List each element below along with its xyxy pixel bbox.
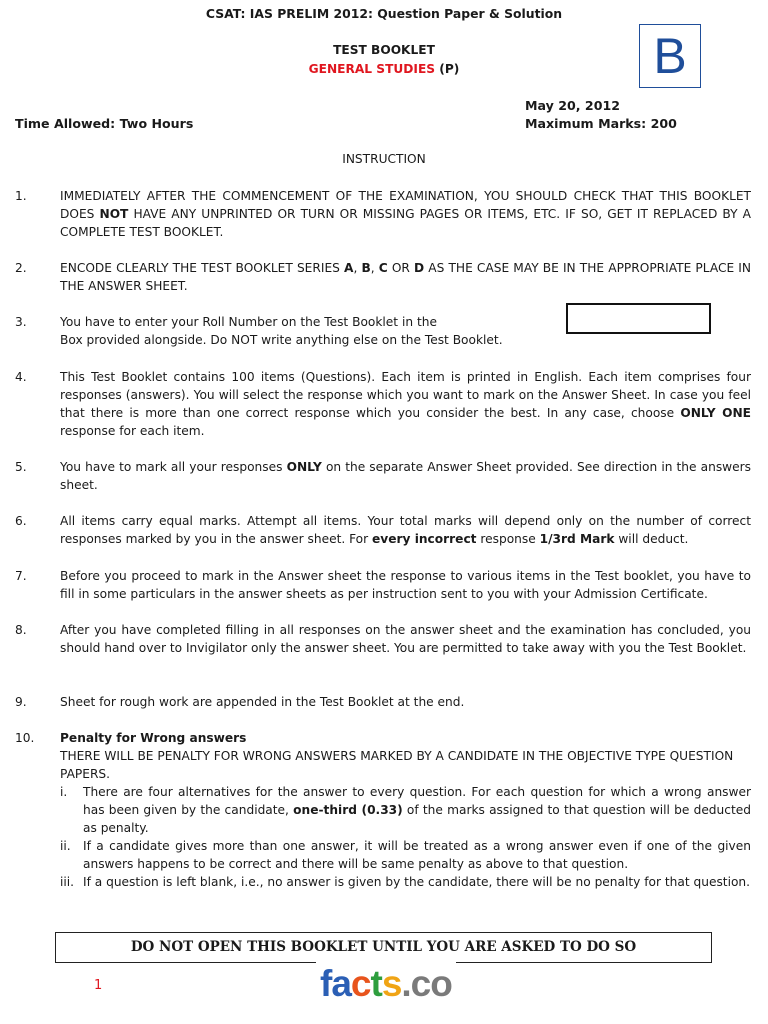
item-text: You have to mark all your responses ONLY on the separate Answer Sheet provided. See direction in the answers sheet. — [60, 460, 751, 492]
booklet-series-box: B — [639, 24, 701, 88]
item-number: 2. — [15, 261, 27, 275]
item-text: This Test Booklet contains 100 items (Questions). Each item is printed in English. Each item comprises four responses (answers). You will select the response which you want to mark on the Answer Sheet. In case you feel that there is more than one correct response which you consider the best. In any case, choose ONLY ONE response for each item. — [60, 370, 752, 438]
exam-date: May 20, 2012 — [525, 98, 620, 113]
item-number: 7. — [15, 569, 27, 583]
facts-co-logo: facts.co — [316, 960, 456, 1008]
instruction-heading: INSTRUCTION — [342, 152, 426, 166]
penalty-item-ii: ii. If a candidate gives more than one answer, it will be treated as a wrong answer even if one of the given answers happens to be correct and there will be same penalty as above to that question. — [60, 839, 751, 871]
penalty-list — [60, 783, 751, 891]
item-text: Sheet for rough work are appended in the Test Booklet at the end. — [60, 695, 465, 709]
penalty-heading: Penalty for Wrong answers — [60, 731, 247, 745]
roll-number-box[interactable] — [566, 303, 711, 334]
item-text: After you have completed filling in all responses on the answer sheet and the examination has concluded, you should hand over to Invigilator only the answer sheet. You are permitted to take away with you the Test Booklet. — [60, 623, 751, 655]
item-number: 9. — [15, 695, 27, 709]
item-text: IMMEDIATELY AFTER THE COMMENCEMENT OF THE EXAMINATION, YOU SHOULD CHECK THAT THIS BOOKLET DOES NOT HAVE ANY UNPRINTED OR TURN OR MISSING PAGES OR ITEMS, ETC. IF SO, GET IT REPLACED BY A COMPLETE TEST BOOKLET. — [60, 189, 751, 239]
booklet-title: TEST BOOKLET — [333, 43, 435, 57]
subject-name: GENERAL STUDIES — [308, 62, 436, 76]
item-number: 10. — [15, 731, 35, 745]
paper-code: (P) — [439, 62, 460, 76]
document-header-title: CSAT: IAS PRELIM 2012: Question Paper & Solution — [205, 6, 563, 21]
item-text — [60, 729, 751, 783]
item-text: You have to enter your Roll Number on the Test Booklet in the Box provided alongside. Do NOT write anything else on the Test Booklet. — [60, 315, 503, 347]
penalty-item-iii: iii. If a question is left blank, i.e., no answer is given by the candidate, there will be no penalty for that question. — [60, 875, 751, 889]
do-not-open-notice: DO NOT OPEN THIS BOOKLET UNTIL YOU ARE ASKED TO DO SO — [55, 932, 712, 963]
item-number: 4. — [15, 370, 27, 384]
page-number: 1 — [94, 978, 103, 993]
item-text: All items carry equal marks. Attempt all items. Your total marks will depend only on the number of correct responses marked by you in the answer sheet. For every incorrect response 1/3rd Mark will deduct. — [60, 514, 751, 546]
item-number: 1. — [15, 189, 27, 203]
item-text: Before you proceed to mark in the Answer sheet the response to various items in the Test booklet, you have to fill in some particulars in the answer sheets as per instruction sent to you with your Admission Certificate. — [60, 569, 751, 601]
penalty-item-i: i. There are four alternatives for the answer to every question. For each question for which a wrong answer has been given by the candidate, one-third (0.33) of the marks assigned to that question will be deducted as penalty. — [60, 785, 751, 835]
item-number: 3. — [15, 315, 27, 329]
item-text: ENCODE CLEARLY THE TEST BOOKLET SERIES A, B, C OR D AS THE CASE MAY BE IN THE APPROPRIATE PLACE IN THE ANSWER SHEET. — [60, 261, 751, 293]
item-number: 5. — [15, 460, 27, 474]
time-allowed: Time Allowed: Two Hours — [15, 116, 194, 131]
item-number: 6. — [15, 514, 27, 528]
penalty-intro: THERE WILL BE PENALTY FOR WRONG ANSWERS MARKED BY A CANDIDATE IN THE OBJECTIVE TYPE QUESTION PAPERS. — [60, 749, 734, 781]
item-number: 8. — [15, 623, 27, 637]
maximum-marks: Maximum Marks: 200 — [525, 116, 677, 131]
